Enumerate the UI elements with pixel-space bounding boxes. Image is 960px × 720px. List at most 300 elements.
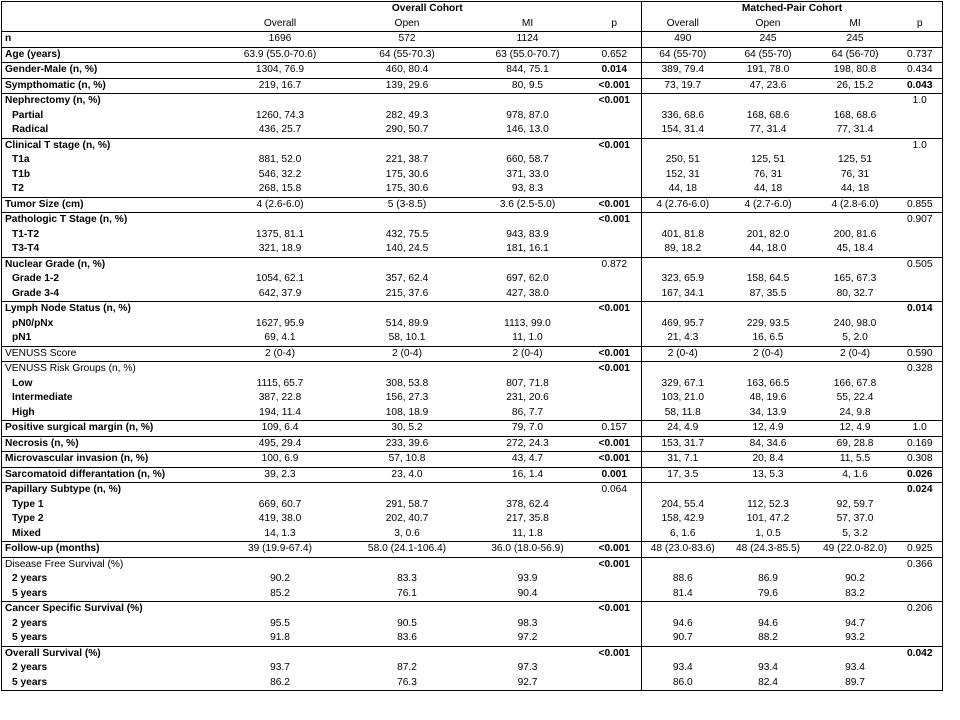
matched-overall-value [642, 602, 724, 617]
p-value [588, 109, 642, 124]
matched-mi-value: 240, 98.0 [833, 317, 877, 329]
matched-open-value: 84, 34.6 [724, 436, 813, 452]
row-label: VENUSS Risk Groups (n, %) [2, 362, 214, 377]
matched-open-value: 79.6 [758, 587, 778, 599]
overall-value: 63.9 (55.0-70.6) [214, 47, 347, 63]
p-value: <0.001 [588, 346, 642, 362]
p-value: <0.001 [588, 138, 642, 153]
matched-mi-value: 45, 18.4 [836, 243, 874, 255]
matched-p-value [898, 109, 943, 124]
matched-overall-value: 4 (2.76-6.0) [642, 197, 724, 213]
matched-p-value [898, 587, 943, 602]
row-label: Sympthomatic (n, %) [2, 78, 214, 94]
row-label: Microvascular invasion (n, %) [2, 452, 214, 468]
matched-open-value: 20, 8.4 [724, 452, 813, 468]
matched-p-value: 1.0 [898, 138, 943, 153]
open-value: 432, 75.5 [385, 228, 429, 240]
matched-overall-value: 469, 95.7 [661, 317, 705, 329]
row-label: Pathologic T Stage (n, %) [2, 213, 214, 228]
open-value: 175, 30.6 [385, 168, 429, 180]
matched-mi-value: 49 (22.0-82.0) [813, 542, 898, 558]
mi-value [468, 602, 588, 617]
matched-mi-value: 80, 32.7 [836, 287, 874, 299]
p-value [588, 512, 642, 527]
overall-value: 109, 6.4 [214, 421, 347, 437]
row-label: T2 [2, 182, 214, 197]
matched-open-value: 158, 64.5 [746, 273, 790, 285]
matched-p-value: 0.328 [898, 362, 943, 377]
p-value: <0.001 [588, 94, 642, 109]
matched-mi-value: 4, 1.6 [813, 467, 898, 483]
p-value [588, 527, 642, 542]
matched-overall-value: 329, 67.1 [661, 377, 705, 389]
mi-value [468, 557, 588, 572]
matched-p-value: 0.042 [898, 646, 943, 661]
overall-value [214, 94, 347, 109]
matched-p-value [898, 512, 943, 527]
matched-open-value [724, 213, 813, 228]
mi-value: 63 (55.0-70.7) [468, 47, 588, 63]
matched-overall-value: 103, 21.0 [661, 392, 705, 404]
table-subrow [2, 272, 943, 287]
open-value [347, 362, 468, 377]
matched-mi-value [813, 483, 898, 498]
table-subrow [2, 498, 943, 513]
open-value: 76.3 [347, 676, 468, 691]
matched-p-value [898, 527, 943, 542]
row-label: Tumor Size (cm) [2, 197, 214, 213]
matched-p-value [898, 331, 943, 346]
mi-value: 807, 71.8 [506, 377, 549, 389]
matched-p-value: 0.024 [898, 483, 943, 498]
matched-p-value [898, 153, 943, 168]
row-label: Lymph Node Status (n, %) [2, 302, 214, 317]
overall-value: 1696 [214, 32, 347, 48]
overall-value: 387, 22.8 [258, 392, 302, 404]
matched-open-value [724, 257, 813, 272]
matched-mi-value: 198, 80.8 [813, 63, 898, 79]
p-value [588, 32, 642, 48]
matched-mi-value [813, 302, 898, 317]
table-subrow [2, 331, 943, 346]
mi-value [468, 257, 588, 272]
matched-p-value [898, 406, 943, 421]
matched-p-value: 0.206 [898, 602, 943, 617]
p-value [588, 182, 642, 197]
header-cohort-row [2, 2, 943, 17]
matched-overall-value [642, 94, 724, 109]
matched-open-value: 48 (24.3-85.5) [724, 542, 813, 558]
matched-p-value: 1.0 [898, 421, 943, 437]
row-label: Disease Free Survival (%) [2, 557, 214, 572]
row-label: Partial [2, 109, 214, 124]
overall-value: 95.5 [270, 617, 290, 629]
p-value: <0.001 [588, 557, 642, 572]
table-subrow [2, 406, 943, 421]
matched-overall-value [642, 557, 724, 572]
matched-mi-value: 26, 15.2 [813, 78, 898, 94]
table-row [2, 557, 943, 572]
mi-value: 146, 13.0 [506, 124, 549, 136]
mi-value: 697, 62.0 [506, 273, 549, 285]
table-subrow [2, 676, 943, 691]
open-value: 64 (55-70.3) [347, 47, 468, 63]
table-row [2, 646, 943, 661]
open-value [347, 646, 468, 661]
matched-open-value [724, 302, 813, 317]
overall-value: 39, 2.3 [214, 467, 347, 483]
matched-overall-value: 401, 81.8 [661, 228, 705, 240]
p-value: 0.652 [588, 47, 642, 63]
overall-value [214, 602, 347, 617]
p-value [588, 617, 642, 632]
matched-open-value: 245 [724, 32, 813, 48]
matched-mi-value: 44, 18 [840, 183, 870, 195]
mi-value [468, 213, 588, 228]
mi-value: 371, 33.0 [506, 168, 549, 180]
matched-overall-value [642, 257, 724, 272]
mi-value: 11, 1.8 [512, 527, 543, 539]
overall-value: 436, 25.7 [258, 124, 302, 136]
open-value: 290, 50.7 [385, 124, 429, 136]
matched-open-value: 191, 78.0 [724, 63, 813, 79]
table-row [2, 32, 943, 48]
matched-p-value: 0.043 [898, 78, 943, 94]
matched-overall-value [642, 138, 724, 153]
matched-open-value: 87, 35.5 [749, 287, 787, 299]
matched-overall-value: 158, 42.9 [661, 513, 705, 525]
matched-open-value: 112, 52.3 [747, 498, 789, 510]
matched-open-value: 101, 47.2 [746, 513, 790, 525]
mi-value: 378, 62.4 [506, 498, 549, 510]
p-value: 0.014 [588, 63, 642, 79]
matched-overall-value: 86.0 [642, 676, 724, 691]
open-value [347, 557, 468, 572]
p-value: <0.001 [588, 646, 642, 661]
mi-value: 93, 8.3 [511, 183, 544, 195]
matched-overall-value: 336, 68.6 [661, 109, 705, 121]
matched-p-value [898, 168, 943, 183]
matched-overall-value: 152, 31 [665, 168, 700, 180]
matched-overall-value: 24, 4.9 [642, 421, 724, 437]
row-label: Sarcomatoid differantation (n, %) [2, 467, 214, 483]
overall-value [214, 362, 347, 377]
col-header-mi: MI [521, 17, 534, 29]
matched-overall-value [642, 483, 724, 498]
open-value: 215, 37.6 [385, 287, 429, 299]
mi-value: 79, 7.0 [468, 421, 588, 437]
row-label: Positive surgical margin (n, %) [2, 421, 214, 437]
table-subrow [2, 153, 943, 168]
overall-value: 1375, 81.1 [255, 228, 305, 240]
matched-open-value: 168, 68.6 [746, 109, 790, 121]
overall-value [214, 483, 347, 498]
matched-overall-value: 153, 31.7 [642, 436, 724, 452]
overall-value: 4 (2.6-6.0) [214, 197, 347, 213]
mi-value: 272, 24.3 [468, 436, 588, 452]
matched-p-value [898, 676, 943, 691]
p-value [588, 391, 642, 406]
table-body [2, 2, 943, 691]
table-row [2, 78, 943, 94]
overall-value [214, 557, 347, 572]
p-value: 0.157 [588, 421, 642, 437]
table-row [2, 94, 943, 109]
matched-p-value [898, 182, 943, 197]
matched-open-value [724, 646, 813, 661]
open-value: 291, 58.7 [385, 498, 429, 510]
overall-value [214, 302, 347, 317]
matched-overall-value [642, 646, 724, 661]
mi-value: 86, 7.7 [511, 406, 544, 418]
matched-p-value [898, 377, 943, 392]
matched-p-value: 0.590 [898, 346, 943, 362]
mi-value: 98.3 [517, 617, 538, 629]
col-header-overall: Overall [263, 17, 297, 29]
matched-mi-value: 69, 28.8 [813, 436, 898, 452]
matched-mi-value: 200, 81.6 [833, 228, 877, 240]
open-value: 87.2 [397, 662, 417, 674]
row-label: T1b [2, 168, 214, 183]
matched-overall-value: 89, 18.2 [664, 243, 702, 255]
row-label: VENUSS Score [2, 346, 214, 362]
overall-value [214, 257, 347, 272]
row-label: Age (years) [2, 47, 214, 63]
matched-mi-value: 57, 37.0 [836, 513, 874, 525]
p-value [588, 572, 642, 587]
matched-p-value [898, 391, 943, 406]
matched-open-value: 13, 5.3 [724, 467, 813, 483]
matched-mi-value [813, 138, 898, 153]
open-value: 83.6 [397, 632, 417, 644]
overall-value: 495, 29.4 [214, 436, 347, 452]
table-row [2, 63, 943, 79]
matched-open-value: 34, 13.9 [749, 406, 787, 418]
matched-mi-value: 11, 5.5 [813, 452, 898, 468]
col-header-matched-mi: MI [849, 17, 861, 29]
matched-overall-value [642, 362, 724, 377]
p-value [588, 587, 642, 602]
mi-value: 16, 1.4 [468, 467, 588, 483]
matched-open-value: 94.6 [758, 617, 778, 629]
overall-value: 14, 1.3 [264, 527, 296, 539]
open-value: 90.5 [397, 617, 417, 629]
matched-mi-value: 90.2 [845, 573, 865, 585]
row-label: n [2, 32, 214, 48]
matched-overall-value [642, 213, 724, 228]
overall-cohort-heading: Overall Cohort [214, 2, 642, 17]
matched-mi-value: 12, 4.9 [813, 421, 898, 437]
row-label: Follow-up (months) [2, 542, 214, 558]
table-subrow [2, 587, 943, 602]
matched-p-value: 0.907 [898, 213, 943, 228]
row-label: pN0/pNx [2, 317, 214, 332]
p-value [588, 331, 642, 346]
matched-overall-value: 44, 18 [668, 183, 697, 195]
table-row [2, 542, 943, 558]
matched-mi-value: 77, 31.4 [836, 124, 874, 136]
overall-value: 321, 18.9 [258, 243, 302, 255]
mi-value [468, 94, 588, 109]
open-value: 58.0 (24.1-106.4) [347, 542, 468, 558]
matched-mi-value: 94.7 [845, 617, 865, 629]
mi-value: 90.4 [517, 587, 538, 599]
matched-overall-value: 17, 3.5 [642, 467, 724, 483]
matched-p-value [898, 228, 943, 243]
matched-open-value: 48, 19.6 [749, 392, 787, 404]
p-value: <0.001 [588, 452, 642, 468]
open-value: 83.3 [397, 573, 417, 585]
matched-open-value [724, 362, 813, 377]
open-value: 140, 24.5 [385, 243, 429, 255]
p-value [588, 287, 642, 302]
matched-open-value: 82.4 [724, 676, 813, 691]
table-row [2, 47, 943, 63]
open-value: 282, 49.3 [385, 109, 429, 121]
col-header-open: Open [394, 17, 420, 29]
mi-value: 97.3 [517, 662, 538, 674]
mi-value: 36.0 (18.0-56.9) [468, 542, 588, 558]
table-subrow [2, 123, 943, 138]
overall-value: 86.2 [214, 676, 347, 691]
row-label: Nuclear Grade (n, %) [2, 257, 214, 272]
mi-value [468, 483, 588, 498]
mi-value: 1113, 99.0 [504, 317, 551, 329]
overall-value: 85.2 [270, 587, 290, 599]
overall-value: 219, 16.7 [214, 78, 347, 94]
overall-value: 1054, 62.1 [255, 273, 305, 285]
matched-overall-value: 64 (55-70) [642, 47, 724, 63]
p-value: <0.001 [588, 436, 642, 452]
overall-value: 1304, 76.9 [214, 63, 347, 79]
matched-mi-value: 166, 67.8 [833, 377, 877, 389]
row-label: High [2, 406, 214, 421]
mi-value: 92.7 [468, 676, 588, 691]
overall-value: 90.2 [270, 573, 290, 585]
row-label: 2 years [2, 617, 214, 632]
open-value: 202, 40.7 [385, 513, 429, 525]
mi-value: 844, 75.1 [468, 63, 588, 79]
open-value: 357, 62.4 [385, 273, 429, 285]
row-label: Gender-Male (n, %) [2, 63, 214, 79]
matched-overall-value: 94.6 [672, 617, 693, 629]
p-value: <0.001 [588, 602, 642, 617]
table-row [2, 138, 943, 153]
mi-value: 978, 87.0 [506, 109, 549, 121]
matched-open-value [724, 94, 813, 109]
col-header-matched-p: p [898, 17, 943, 32]
matched-open-value: 163, 66.5 [746, 377, 790, 389]
matched-mi-value: 5, 3.2 [842, 527, 868, 539]
matched-p-value [898, 317, 943, 332]
mi-value [468, 646, 588, 661]
table-subrow [2, 287, 943, 302]
matched-p-value [898, 661, 943, 676]
row-label: 5 years [2, 676, 214, 691]
row-label: Nephrectomy (n, %) [2, 94, 214, 109]
matched-overall-value: 81.4 [672, 587, 693, 599]
matched-mi-value: 93.4 [845, 662, 865, 674]
open-value: 175, 30.6 [385, 183, 429, 195]
overall-value: 2 (0-4) [214, 346, 347, 362]
open-value: 156, 27.3 [385, 392, 429, 404]
matched-open-value: 47, 23.6 [724, 78, 813, 94]
open-value: 221, 38.7 [385, 154, 429, 166]
mi-value: 80, 9.5 [468, 78, 588, 94]
table-subrow [2, 572, 943, 587]
matched-mi-value: 89.7 [813, 676, 898, 691]
matched-open-value: 86.9 [758, 573, 778, 585]
row-label: Grade 1-2 [2, 272, 214, 287]
matched-overall-value [642, 302, 724, 317]
matched-overall-value: 93.4 [672, 662, 693, 674]
matched-open-value [724, 602, 813, 617]
matched-open-value: 12, 4.9 [724, 421, 813, 437]
table-row [2, 483, 943, 498]
matched-mi-value [813, 646, 898, 661]
row-label: pN1 [2, 331, 214, 346]
matched-open-value: 2 (0-4) [724, 346, 813, 362]
matched-p-value: 0.737 [898, 47, 943, 63]
mi-value [468, 138, 588, 153]
table-row [2, 257, 943, 272]
p-value [588, 377, 642, 392]
matched-mi-value [813, 602, 898, 617]
matched-open-value [724, 557, 813, 572]
matched-open-value: 44, 18 [753, 183, 783, 195]
mi-value [468, 362, 588, 377]
matched-mi-value: 55, 22.4 [836, 392, 874, 404]
mi-value: 3.6 (2.5-5.0) [468, 197, 588, 213]
open-value: 572 [347, 32, 468, 48]
matched-mi-value: 125, 51 [838, 154, 873, 166]
overall-value: 268, 15.8 [258, 183, 302, 195]
table-subrow [2, 317, 943, 332]
table-subrow [2, 631, 943, 646]
row-label: Radical [2, 123, 214, 138]
matched-overall-value: 250, 51 [665, 154, 700, 166]
row-label: 5 years [2, 587, 214, 602]
matched-mi-value [813, 213, 898, 228]
matched-overall-value: 73, 19.7 [642, 78, 724, 94]
matched-overall-value: 90.7 [672, 632, 693, 644]
matched-overall-value: 323, 65.9 [661, 273, 705, 285]
matched-p-value: 0.434 [898, 63, 943, 79]
p-value: 0.001 [588, 467, 642, 483]
row-label: Type 1 [2, 498, 214, 513]
p-value [588, 242, 642, 257]
open-value: 58, 10.1 [388, 332, 426, 344]
table-row [2, 452, 943, 468]
matched-p-value: 0.014 [898, 302, 943, 317]
matched-mi-value: 64 (56-70) [813, 47, 898, 63]
mi-value: 231, 20.6 [506, 392, 549, 404]
matched-p-value: 1.0 [898, 94, 943, 109]
overall-value: 546, 32.2 [258, 168, 302, 180]
matched-cohort-heading: Matched-Pair Cohort [642, 2, 943, 17]
overall-value: 1260, 74.3 [255, 109, 305, 121]
matched-overall-value: 21, 4.3 [667, 332, 699, 344]
matched-mi-value [813, 94, 898, 109]
row-label: T1-T2 [2, 228, 214, 243]
overall-value: 69, 4.1 [264, 332, 296, 344]
matched-mi-value: 245 [813, 32, 898, 48]
matched-overall-value: 88.6 [672, 573, 693, 585]
p-value [588, 317, 642, 332]
open-value [347, 602, 468, 617]
table-subrow [2, 527, 943, 542]
open-value: 76.1 [397, 587, 417, 599]
